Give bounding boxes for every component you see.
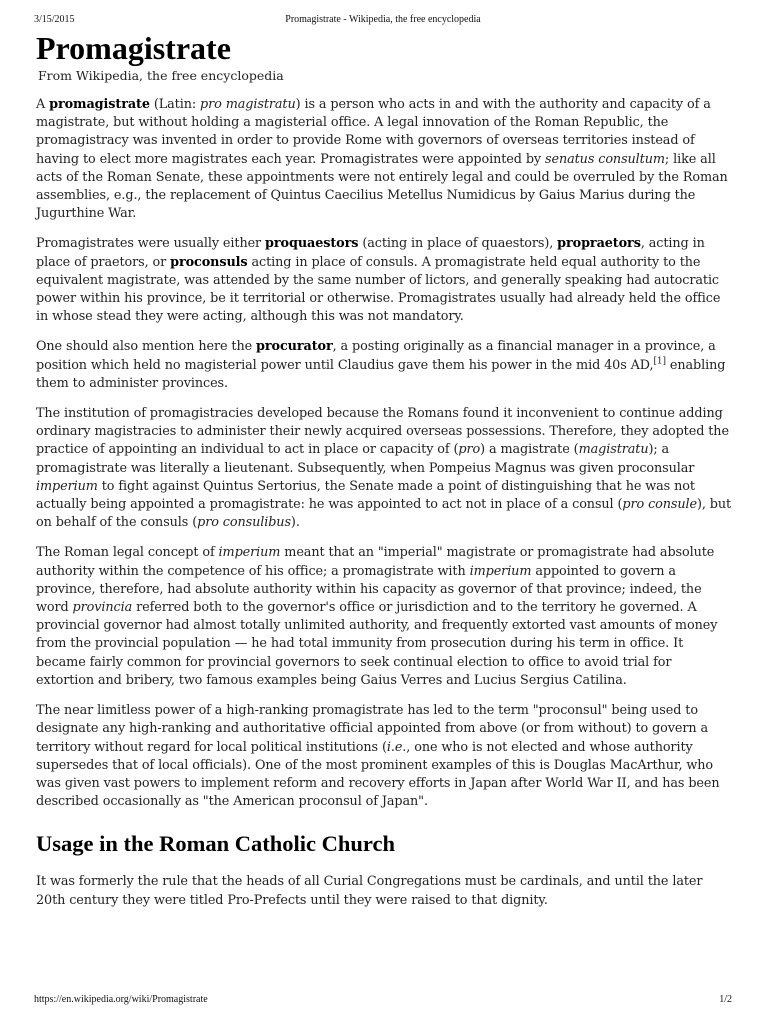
text-run: It was formerly the rule that the heads of all Curial Congregations must be cardinals, and until the later 20th century they were titled Pro-Prefects until they were raised to that dignity. xyxy=(36,874,703,908)
italic-term: pro consulibus xyxy=(197,515,291,531)
text-run: acting in place of consuls. A promagistrate held equal authority to the equivalent magistrate, was attended by the same number of lictors, and generally speaking had autocratic power within his province, be it territorial or otherwise. Promagistrates usually had already held the office in whose stead they were acting, although this was not mandatory. xyxy=(36,254,721,325)
italic-term: senatus consultum xyxy=(545,151,665,167)
italic-term: imperium xyxy=(469,563,532,579)
article-body xyxy=(36,96,732,811)
italic-term: pro xyxy=(458,442,481,458)
paragraph xyxy=(36,702,732,811)
bold-term: procurator xyxy=(256,339,333,355)
article-title: Promagistrate xyxy=(36,30,231,66)
text-run: ; like all acts of the Roman Senate, these appointments were not entirely legal and could be overruled by the Roman assemblies, e.g., the replacement of Quintus Caecilius Metellus Numidicus by Gaius Marius during the Jugurthine War. xyxy=(36,151,728,222)
paragraph xyxy=(36,338,732,393)
text-run: appointed to govern a province, therefore, had absolute authority within his capacity as governor of that province; indeed, the word xyxy=(36,563,702,616)
text-run: The Roman legal concept of xyxy=(36,545,219,561)
text-run: Promagistrates were usually either xyxy=(36,236,266,252)
text-run: (acting in place of quaestors), xyxy=(358,236,558,252)
text-run: ) is a person who acts in and with the authority and capacity of a magistrate, but without holding a magisterial office. A legal innovation of the Roman Republic, the promagistracy was invented in order to provide Rome with governors of overseas territories instead of having to elect more magistrates each year. Promagistrates were appointed by xyxy=(36,97,711,167)
print-page-title: Promagistrate - Wikipedia, the free encyclopedia xyxy=(285,14,481,25)
paragraph xyxy=(36,96,732,223)
italic-term: imperium xyxy=(218,545,281,561)
section-body xyxy=(36,873,732,909)
text-run: meant that an "imperial" magistrate or promagistrate had absolute authority within the competence of his office; a promagistrate with xyxy=(36,545,715,579)
italic-term: magistratu xyxy=(578,442,649,458)
paragraph xyxy=(36,544,732,690)
text-run: The institution of promagistracies developed because the Romans found it inconvenient to continue adding ordinary magistracies to administer their newly acquired overseas possessions. Therefore, they adopted the practice of appointing an individual to act in place or capacity of ( xyxy=(36,406,729,458)
text-run: , a posting originally as a financial manager in a province, a position which held no magisterial power until Claudius gave them his power in the mid 40s AD, xyxy=(36,339,716,373)
print-date: 3/15/2015 xyxy=(34,14,75,25)
text-run: referred both to the governor's office or jurisdiction and to the territory he governed. A provincial governor had almost totally unlimited authority, and frequently extorted vast amounts of money from the provincial population — he had total immunity from prosecution during his term in office. It became fairly common for provincial governors to seek continual election to office to avoid trial for extortion and bribery, two famous examples being Gaius Verres and Lucius Sergius Catilina. xyxy=(36,600,718,688)
paragraph xyxy=(36,873,732,909)
print-url: https://en.wikipedia.org/wiki/Promagistrate xyxy=(34,994,208,1005)
article xyxy=(36,28,732,922)
text-run: , acting in place of praetors, or xyxy=(36,236,705,270)
paragraph xyxy=(36,405,732,532)
paragraph xyxy=(36,235,732,326)
bold-term: promagistrate xyxy=(49,97,150,112)
italic-term: pro magistratu xyxy=(200,97,296,112)
article-subtitle: From Wikipedia, the free encyclopedia xyxy=(38,68,284,83)
print-header xyxy=(34,14,732,28)
italic-term: pro consule xyxy=(622,497,697,513)
italic-term: provincia xyxy=(72,600,133,616)
text-run: A xyxy=(36,97,50,112)
bold-term: proconsuls xyxy=(170,254,248,270)
print-page-number: 1/2 xyxy=(719,994,732,1005)
text-run: One should also mention here the xyxy=(36,339,257,355)
italic-term: imperium xyxy=(36,478,98,494)
text-run: ) a magistrate ( xyxy=(480,442,579,458)
italic-term: i.e. xyxy=(386,739,407,755)
text-run: (Latin: xyxy=(149,97,201,112)
text-run: enabling them to administer provinces. xyxy=(36,357,726,391)
bold-term: proquaestors xyxy=(265,236,359,252)
text-run: to fight against Quintus Sertorius, the Senate made a point of distinguishing that he was not actually being appointed a promagistrate: he was appointed to act not in place of a consul ( xyxy=(36,478,695,513)
text-run: The near limitless power of a high-ranking promagistrate has led to the term "proconsul" being used to designate any high-ranking and authoritative official appointed from above (or from without) to govern a territory without regard for local political institutions ( xyxy=(36,703,709,755)
section-heading: Usage in the Roman Catholic Church xyxy=(36,831,395,857)
text-run: ); a promagistrate was literally a lieutenant. Subsequently, when Pompeius Magnus was given proconsular xyxy=(36,442,695,476)
bold-term: propraetors xyxy=(557,236,641,252)
citation-ref: [1] xyxy=(653,356,666,367)
text-run: ), but on behalf of the consuls ( xyxy=(36,497,732,531)
print-footer xyxy=(34,994,732,1008)
text-run: ). xyxy=(290,515,300,531)
text-run: , one who is not elected and whose authority supersedes that of local officials). One of the most prominent examples of this is Douglas MacArthur, who was given vast powers to implement reform and recovery efforts in Japan after World War II, and has been described occasionally as "the American proconsul of Japan". xyxy=(36,739,720,810)
